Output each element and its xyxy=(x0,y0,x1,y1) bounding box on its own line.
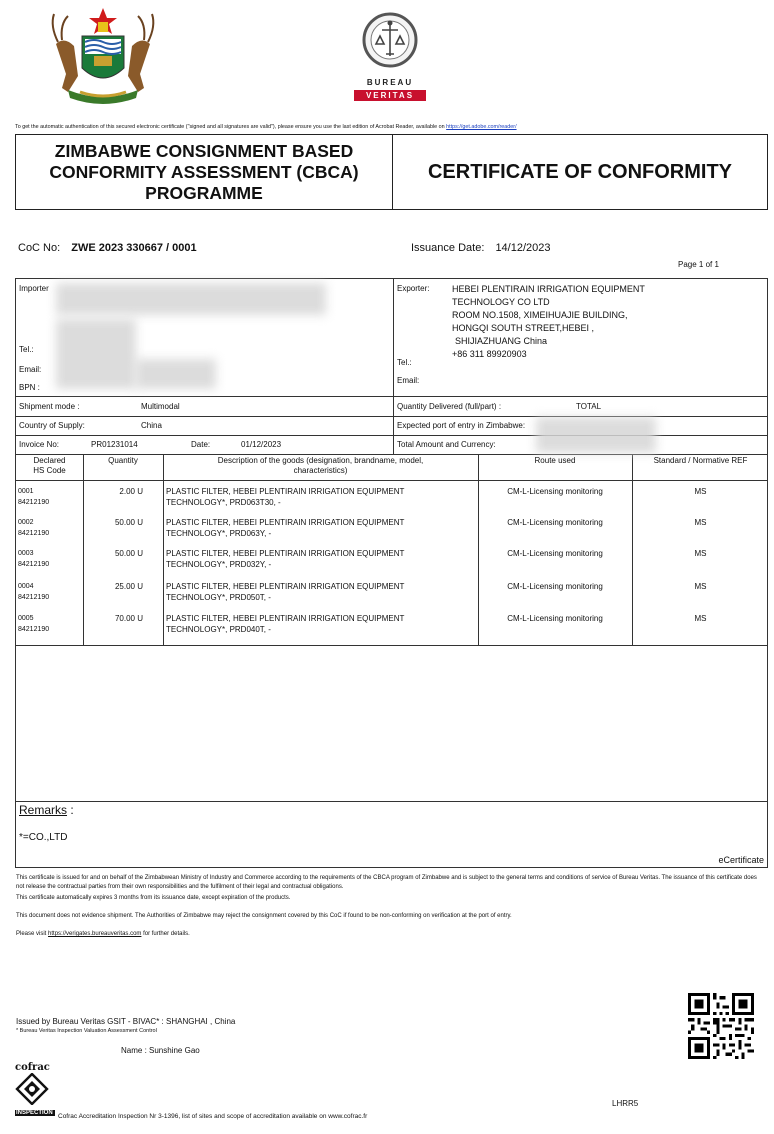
remarks-text: *=CO.,LTD xyxy=(19,832,68,843)
row-route: CM-L-Licensing monitoring xyxy=(507,518,603,527)
programme-title-cell xyxy=(16,135,393,209)
disclaimer-1: This certificate is issued for and on behalf of the Zimbabwean Ministry of Industry and Commerce according to the requirements of the CBCA program of Zimbabwe and is subject to the general terms and conditions of service of Bureau Veritas. The issuance of this certificate does not release the contractual parties from their own responsibilities and the fulfilment of their legal and contractual obligations. xyxy=(16,875,757,890)
total-amount-label: Total Amount and Currency: xyxy=(397,440,496,449)
programme-title: ZIMBABWE CONSIGNMENT BASED CONFORMITY ASSESSMENT (CBCA) PROGRAMME xyxy=(49,140,359,203)
row-standard: MS xyxy=(694,582,707,591)
row-quantity: 25.00 U xyxy=(114,582,143,591)
bivac-note: * Bureau Veritas Inspection Valuation Assessment Control xyxy=(16,1028,157,1034)
goods-row-3 xyxy=(16,548,769,578)
exporter-tel: +86 311 89920903 xyxy=(452,349,527,359)
row-quantity: 2.00 U xyxy=(119,487,143,496)
certificate-main-table xyxy=(15,278,768,868)
row-hs-code: 0003 84212190 xyxy=(18,550,50,568)
importer-details-redacted-2 xyxy=(56,319,136,389)
invoice-date-value: 01/12/2023 xyxy=(241,440,282,449)
row-quantity: 70.00 U xyxy=(114,614,143,623)
top-authentication-notice xyxy=(15,123,774,131)
importer-label: Importer xyxy=(19,284,49,293)
issuance-date-line xyxy=(411,242,551,254)
disclaimer-3: This document does not evidence shipment. The Authorities of Zimbabwe may reject the consignment covered by this CoC if found to be non-conforming on verification at the port of entry. xyxy=(16,913,512,919)
document-code: LHRR5 xyxy=(612,1099,639,1108)
coc-label: CoC No: xyxy=(18,242,61,254)
goods-row-4 xyxy=(16,581,769,611)
row-description: PLASTIC FILTER, HEBEI PLENTIRAIN IRRIGATION EQUIPMENT TECHNOLOGY*, PRD032Y, - xyxy=(166,549,405,569)
row-standard: MS xyxy=(694,614,707,623)
exporter-line-1: HEBEI PLENTIRAIN IRRIGATION EQUIPMENT xyxy=(452,284,645,294)
cofrac-accreditation: Cofrac Accreditation Inspection Nr 3-1396, list of sites and scope of accreditation available on www.cofrac.fr xyxy=(58,1113,368,1120)
quantity-delivered-value: TOTAL xyxy=(576,402,602,411)
col-quantity: Quantity xyxy=(108,456,138,465)
certificate-header xyxy=(15,134,768,210)
veritas-text: VERITAS xyxy=(354,90,426,101)
importer-bpn-label: BPN : xyxy=(19,383,40,392)
row-description: PLASTIC FILTER, HEBEI PLENTIRAIN IRRIGATION EQUIPMENT TECHNOLOGY*, PRD063Y, - xyxy=(166,518,405,538)
goods-row-5 xyxy=(16,613,769,643)
exporter-email-label: Email: xyxy=(397,376,420,385)
disclaimer-2: This certificate automatically expires 3 months from its issuance date, except expiration of the products. xyxy=(16,895,291,901)
col-standard: Standard / Normative REF xyxy=(653,456,748,465)
cofrac-emblem-icon xyxy=(15,1073,49,1105)
qr-code-icon xyxy=(688,993,754,1059)
importer-details-redacted xyxy=(56,283,326,315)
cofrac-wordmark: cofrac xyxy=(15,1062,50,1073)
inspection-word: INSPECTION xyxy=(15,1110,55,1116)
issuer-name: Name : Sunshine Gao xyxy=(121,1046,200,1055)
port-entry-label: Expected port of entry in Zimbabwe: xyxy=(397,421,526,430)
exporter-line-2: TECHNOLOGY CO LTD xyxy=(452,297,550,307)
certificate-title: CERTIFICATE OF CONFORMITY xyxy=(427,160,733,183)
row-quantity: 50.00 U xyxy=(114,549,143,558)
row-standard: MS xyxy=(694,549,707,558)
issuance-date: 14/12/2023 xyxy=(495,242,551,254)
exporter-address xyxy=(452,283,762,361)
bureau-veritas-logo xyxy=(350,6,430,102)
cofrac-logo xyxy=(15,1062,55,1124)
notice-text: To get the automatic authentication of this secured electronic certificate ("signed and all signatures are valid"), please ensure you use the last edition of Acrobat Reader, available on xyxy=(15,124,445,130)
row-hs-code: 0004 84212190 xyxy=(18,583,50,601)
issued-by: Issued by Bureau Veritas GSIT - BIVAC* : SHANGHAI , China xyxy=(16,1017,236,1026)
verification-qr-code[interactable] xyxy=(688,993,754,1059)
col-hs-code: Declared HS Code xyxy=(33,456,66,475)
exporter-label: Exporter: xyxy=(397,284,430,293)
remarks-label: Remarks xyxy=(19,803,68,817)
col-description: Description of the goods (designation, brandname, model, characteristics) xyxy=(217,456,424,475)
port-amount-redacted xyxy=(536,417,656,453)
bureau-veritas-seal-icon xyxy=(350,6,430,76)
row-route: CM-L-Licensing monitoring xyxy=(507,487,603,496)
row-standard: MS xyxy=(694,487,707,496)
importer-email-label: Email: xyxy=(19,365,42,374)
issuance-label: Issuance Date: xyxy=(411,242,485,254)
importer-tel-label: Tel.: xyxy=(19,345,34,354)
disclaimer-4 xyxy=(16,930,764,939)
col-route: Route used xyxy=(534,456,576,465)
shipment-mode-label: Shipment mode : xyxy=(19,402,80,411)
shipment-mode-value: Multimodal xyxy=(141,402,180,411)
row-route: CM-L-Licensing monitoring xyxy=(507,582,603,591)
exporter-line-5: SHIJIAZHUANG China xyxy=(455,336,548,346)
ecertificate-label: eCertificate xyxy=(718,855,764,865)
visit-suffix: for further details. xyxy=(143,931,190,937)
row-route: CM-L-Licensing monitoring xyxy=(507,614,603,623)
remarks-colon: : xyxy=(70,803,74,817)
row-hs-code: 0005 84212190 xyxy=(18,615,50,633)
quantity-delivered-label: Quantity Delivered (full/part) : xyxy=(397,402,502,411)
page-number: Page 1 of 1 xyxy=(678,260,719,269)
row-route: CM-L-Licensing monitoring xyxy=(507,549,603,558)
coc-number: ZWE 2023 330667 / 0001 xyxy=(71,242,197,254)
certificate-title-cell xyxy=(393,135,767,209)
row-hs-code: 0002 84212190 xyxy=(18,519,50,537)
importer-details-redacted-3 xyxy=(136,359,216,389)
coc-number-line xyxy=(18,242,197,254)
invoice-date-label: Date: xyxy=(191,440,211,449)
row-quantity: 50.00 U xyxy=(114,518,143,527)
bureau-text: BUREAU xyxy=(354,78,426,88)
exporter-tel-label: Tel.: xyxy=(397,358,412,367)
row-description: PLASTIC FILTER, HEBEI PLENTIRAIN IRRIGATION EQUIPMENT TECHNOLOGY*, PRD063T30, - xyxy=(166,487,405,507)
country-supply-value: China xyxy=(141,421,162,430)
remarks-heading xyxy=(19,803,74,817)
invoice-label: Invoice No: xyxy=(19,440,60,449)
row-description: PLASTIC FILTER, HEBEI PLENTIRAIN IRRIGATION EQUIPMENT TECHNOLOGY*, PRD040T, - xyxy=(166,614,405,634)
zimbabwe-coat-of-arms-logo xyxy=(44,6,162,108)
visit-prefix: Please visit xyxy=(16,931,47,937)
row-standard: MS xyxy=(694,518,707,527)
row-description: PLASTIC FILTER, HEBEI PLENTIRAIN IRRIGATION EQUIPMENT TECHNOLOGY*, PRD050T, - xyxy=(166,582,405,602)
exporter-line-3: ROOM NO.1508, XIMEIHUAJIE BUILDING, xyxy=(452,310,628,320)
country-supply-label: Country of Supply: xyxy=(19,421,85,430)
invoice-value: PR01231014 xyxy=(91,440,138,449)
goods-row-1 xyxy=(16,486,769,516)
goods-row-2 xyxy=(16,517,769,547)
row-hs-code: 0001 84212190 xyxy=(18,488,50,506)
verigates-link[interactable]: https://verigates.bureauveritas.com xyxy=(48,931,142,937)
exporter-line-4: HONGQI SOUTH STREET,HEBEI , xyxy=(452,323,595,333)
adobe-reader-link[interactable]: https://get.adobe.com/reader/ xyxy=(446,124,517,130)
